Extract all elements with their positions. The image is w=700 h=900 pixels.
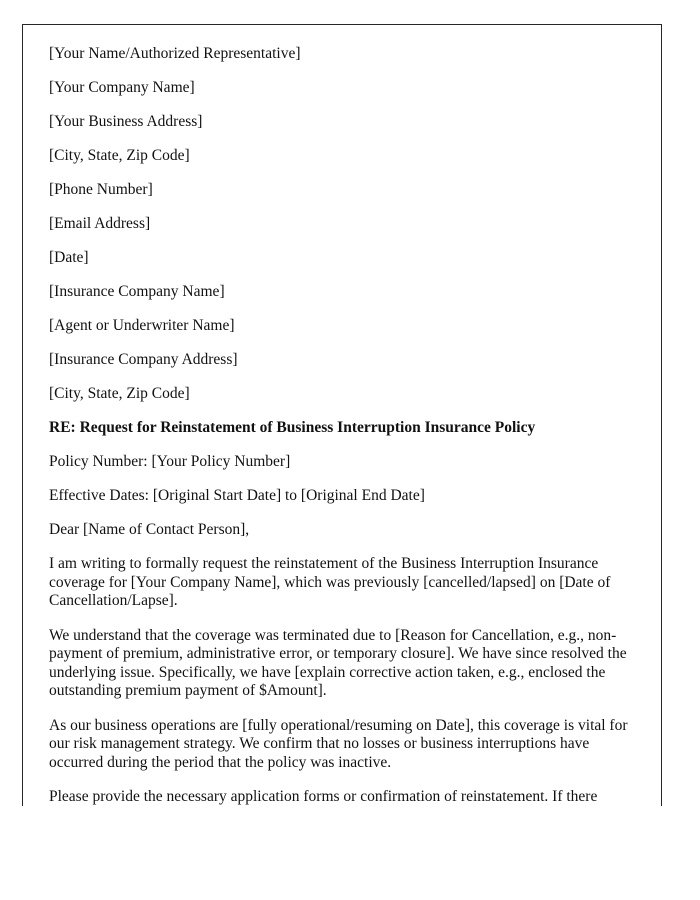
body-paragraph-4-truncated: Please provide the necessary application forms or confirmation of reinstatement. If there [49,788,598,805]
recipient-street-line: [Insurance Company Address] [49,351,238,368]
body-paragraph-3: As our business operations are [fully operational/resuming on Date], this coverage is vital for our risk management strategy. We confirm that no losses or business interruptions have occurred during the period that the policy was inactive. [49,716,628,771]
body-paragraph-1: I am writing to formally request the reinstatement of the Business Interruption Insurance coverage for [Your Company Name], which was previously [cancelled/lapsed] on [Date of Cancellation/Lapse]. [49,555,611,609]
recipient-agent-line: [Agent or Underwriter Name] [49,317,235,334]
sender-name-line: [Your Name/Authorized Representative] [49,45,301,62]
sender-street-line: [Your Business Address] [49,113,203,130]
recipient-company-line: [Insurance Company Name] [49,283,225,300]
recipient-city-state-zip-line: [City, State, Zip Code] [49,385,190,402]
letter-content [23,25,661,806]
letter-page-frame [22,24,662,806]
sender-company-line: [Your Company Name] [49,79,195,96]
sender-city-state-zip-line: [City, State, Zip Code] [49,147,190,164]
subject-line: RE: Request for Reinstatement of Business Interruption Insurance Policy [49,419,536,436]
policy-number-line: Policy Number: [Your Policy Number] [49,453,291,470]
date-line: [Date] [49,249,89,266]
sender-phone-line: [Phone Number] [49,181,153,198]
body-paragraph-2: We understand that the coverage was terminated due to [Reason for Cancellation, e.g., non-payment of premium, administrative error, or temporary closure]. We have since resolved the underlying issue. Specifically, we have [explain corrective action taken, e.g., enclosed the outstanding premium payment of $Amount]. [49,626,627,699]
salutation-line: Dear [Name of Contact Person], [49,521,250,538]
sender-address-block [49,45,635,233]
sender-email-line: [Email Address] [49,215,151,232]
effective-dates-line: Effective Dates: [Original Start Date] to [Original End Date] [49,487,425,504]
recipient-address-block [49,283,635,403]
